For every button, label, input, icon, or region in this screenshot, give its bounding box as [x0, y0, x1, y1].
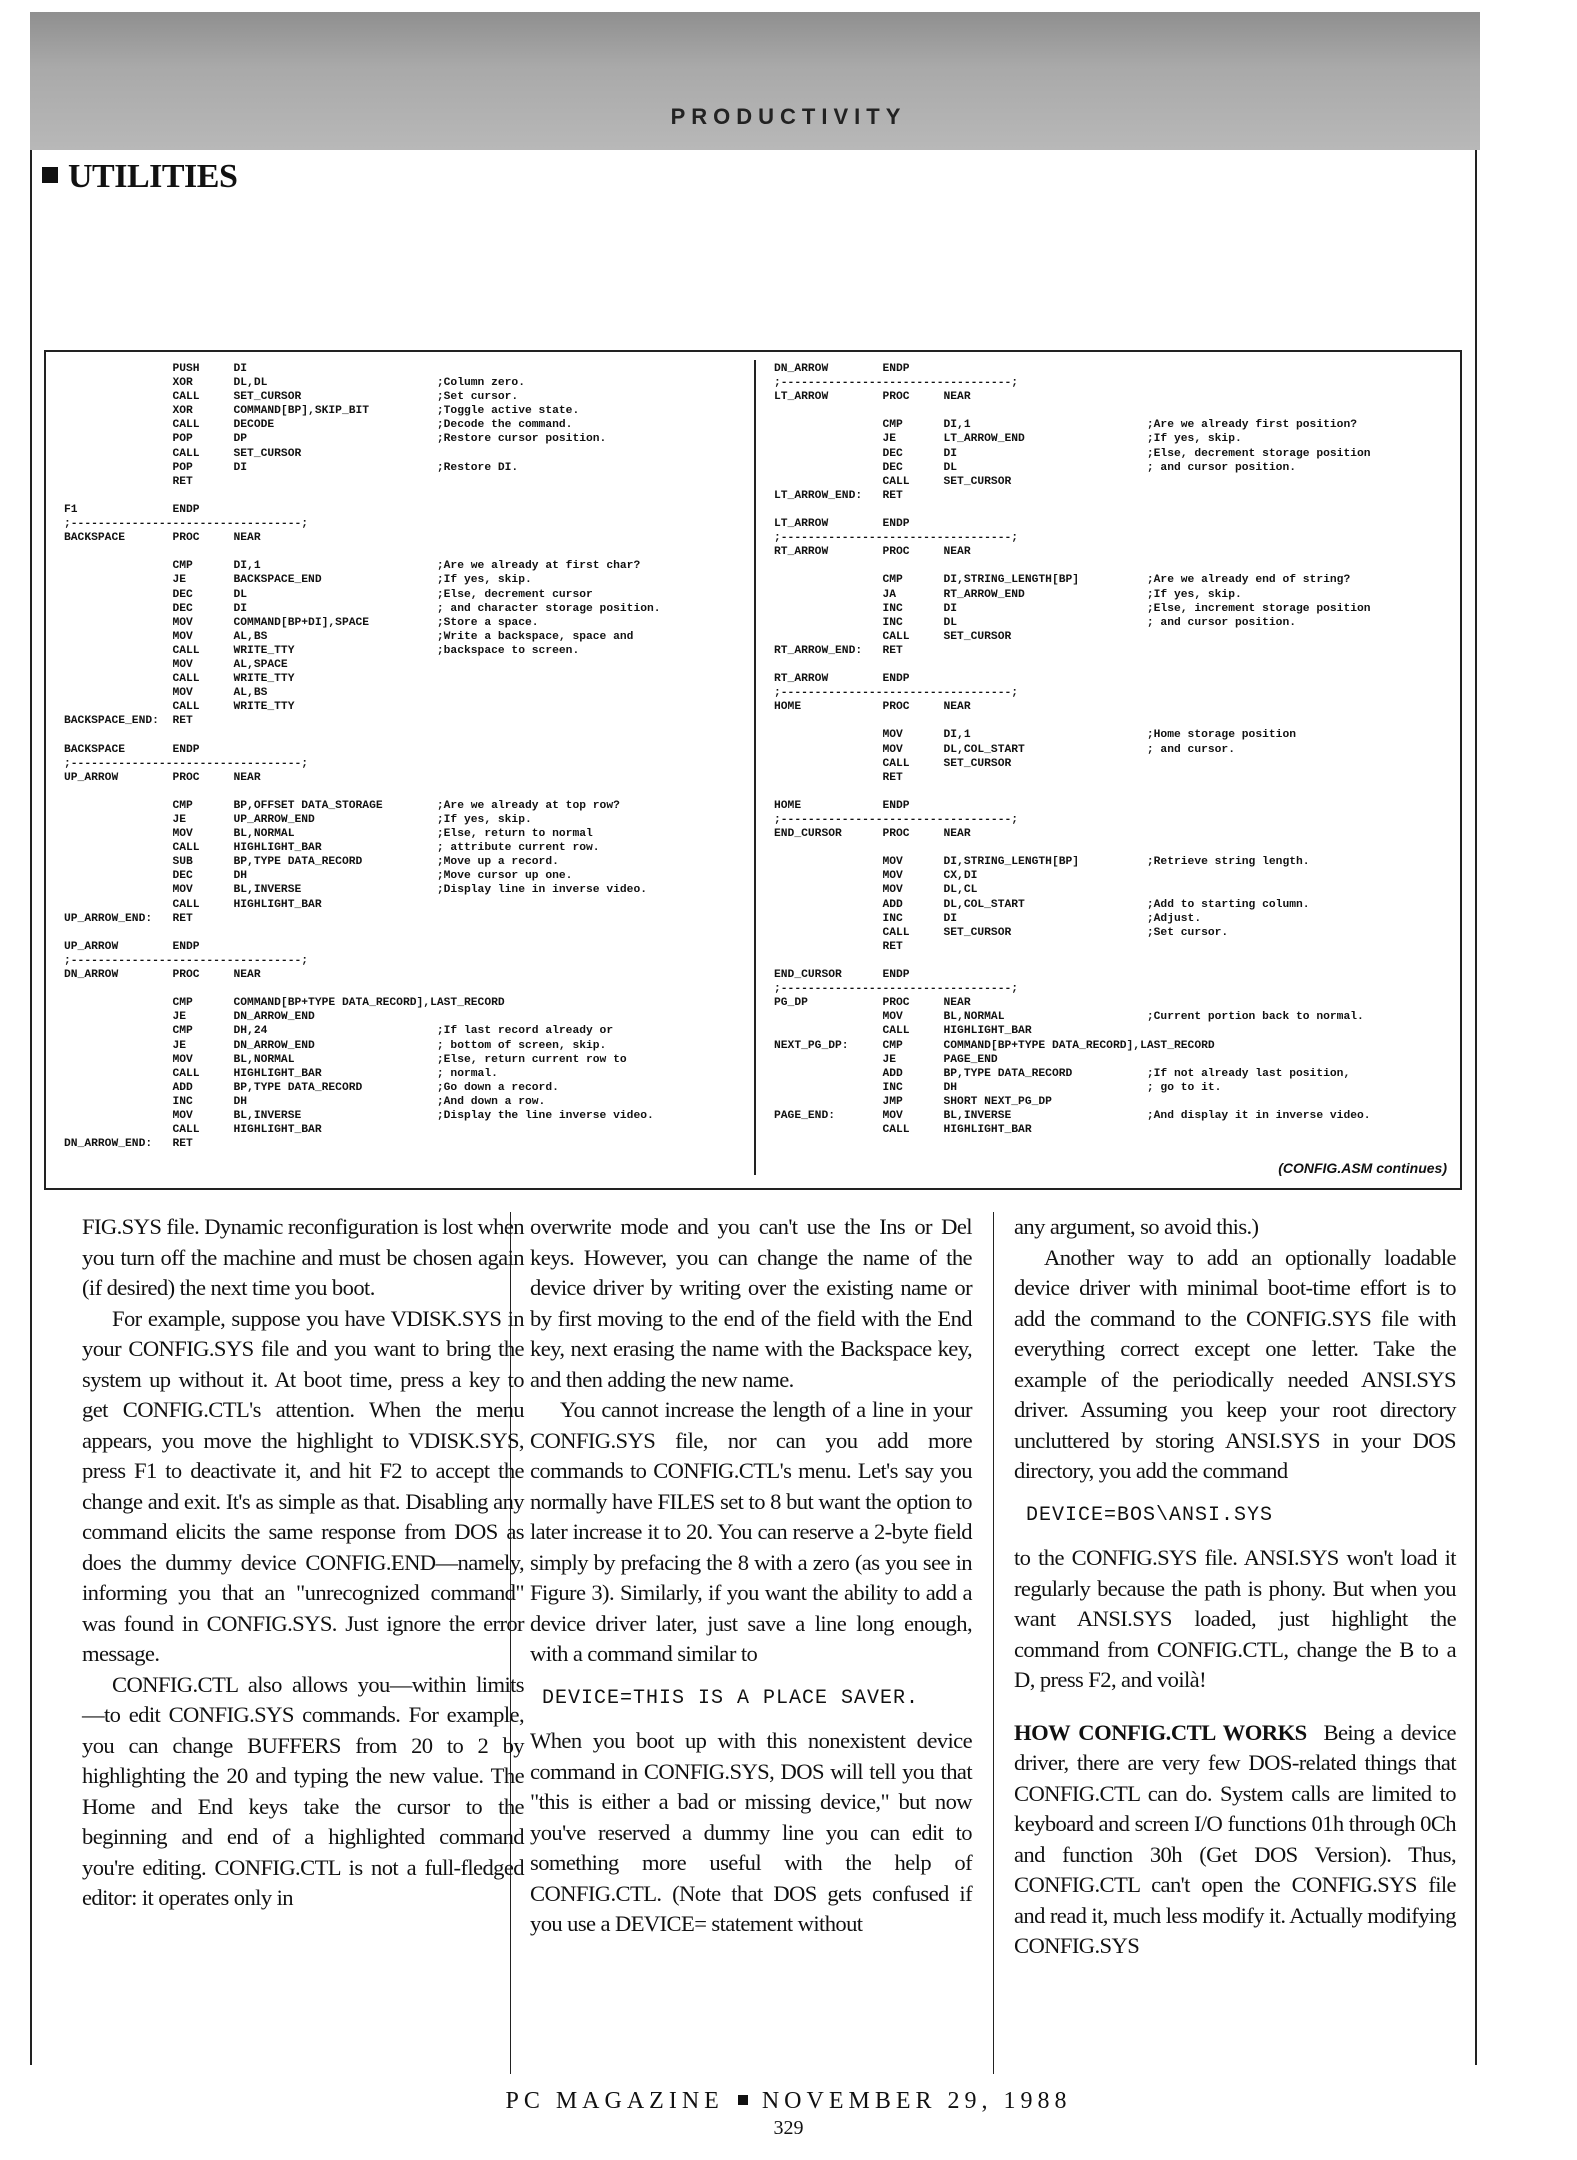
code-listing-left: PUSH DI XOR DL,DL ;Column zero. CALL SET_CURSOR ;Set cursor. XOR COMMAND[BP],SKIP_BIT ;Toggle active state. CALL DECODE ;Decode the command. POP DP ;Restore cursor position. CALL SET_CURSOR POP DI ;Restore DI. RET F1 ENDP ;----------------------------------; BACKSPACE PROC NEAR CMP DI,1 ;Are we already at first char? JE BACKSPACE_END ;If yes, skip. DEC DL ;Else, decrement cursor DEC DI ; and character storage position. MOV COMMAND[BP+DI],SPACE ;Store a space. MOV AL,BS ;Write a backspace, space and CALL WRITE_TTY ;backspace to screen. MOV AL,SPACE CALL WRITE_TTY MOV AL,BS CALL WRITE_TTY BACKSPACE_END: RET BACKSPACE ENDP ;----------------------------------; UP_ARROW PROC NEAR CMP BP,OFFSET DATA_STORAGE ;Are we already at top row? JE UP_ARROW_END ;If yes, skip. MOV BL,NORMAL ;Else, return to normal CALL HIGHLIGHT_BAR ; attribute current row. SUB BP,TYPE DATA_RECORD ;Move up a record. DEC DH ;Move cursor up one. MOV BL,INVERSE ;Display line in inverse video. CALL HIGHLIGHT_BAR UP_ARROW_END: RET UP_ARROW ENDP ;----------------------------------; DN_ARROW PROC NEAR CMP COMMAND[BP+TYPE DATA_RECORD],LAST_RECORD JE DN_ARROW_END CMP DH,24 ;If last record already or JE DN_ARROW_END ; bottom of screen, skip. MOV BL,NORMAL ;Else, return current row to CALL HIGHLIGHT_BAR ; normal. ADD BP,TYPE DATA_RECORD ;Go down a record. INC DH ;And down a row. MOV BL,INVERSE ;Display the line inverse video. CALL HIGHLIGHT_BAR DN_ARROW_END: RET [64, 363, 661, 1151]
paragraph: Another way to add an optionally loadable device driver with minimal boot-time effort is to add the command to the CONFIG.SYS file with everything correct except one letter. Take the example of the periodically needed ANSI.SYS driver. Assuming you keep your root directory uncluttered by storing ANSI.SYS in your DOS directory, you add the command [1014, 1244, 1456, 1483]
paragraph: any argument, so avoid this.) [1014, 1214, 1259, 1239]
subhead: HOW CONFIG.CTL WORKS [1014, 1719, 1307, 1745]
section-heading [42, 158, 237, 196]
code-listing-caption: (CONFIG.ASM continues) [1278, 1160, 1447, 1176]
paragraph: You cannot increase the length of a line in your CONFIG.SYS file, nor can you add more commands to CONFIG.CTL's menu. Let's say you normally have FILES set to 8 but want the option to later increase it to 20. You can reserve a 2-byte field simply by prefacing the 8 with a zero (as you see in Figure 3). Similarly, if you want the ability to add a device driver later, just save a line long enough, with a command similar to [530, 1397, 972, 1666]
section-label: PRODUCTIVITY [670, 104, 907, 129]
paragraph-with-subhead [1014, 1718, 1456, 1962]
article-column-1 [82, 1212, 524, 1914]
magazine-name: PC MAGAZINE [505, 2088, 724, 2114]
command-example: DEVICE=THIS IS A PLACE SAVER. [542, 1686, 920, 1710]
paragraph: FIG.SYS file. Dynamic reconfiguration is lost when you turn off the machine and must be chosen again (if desired) the next time you boot. [82, 1214, 524, 1300]
command-example: DEVICE=BOS\ANSI.SYS [1026, 1503, 1274, 1527]
bullet-square-icon [42, 167, 58, 183]
code-listing-divider [754, 360, 756, 1175]
page-number: 329 [773, 2117, 804, 2139]
paragraph-text: Being a device driver, there are very few DOS-related things that CONFIG.CTL can do. System calls are limited to keyboard and screen I/O functions 01h through 0Ch and function 30h (Get DOS Version). Thus, CONFIG.CTL can't open the CONFIG.SYS file and read it, much less modify it. Actually modifying CONFIG.SYS [1014, 1719, 1456, 1958]
page-footer [0, 2088, 1577, 2115]
paragraph: overwrite mode and you can't use the Ins or Del keys. However, you can change the name of the device driver by writing over the existing name or by first moving to the end of the field with the End key, next erasing the name with the Backspace key, and then adding the new name. [530, 1214, 972, 1392]
paragraph: CONFIG.CTL also allows you—within limits—to edit CONFIG.SYS commands. For example, you can change BUFFERS from 20 to 2 by highlighting the 20 and typing the new value. The Home and End keys take the cursor to the beginning and end of a highlighted command you're editing. CONFIG.CTL is not a full-fledged editor: it operates only in [82, 1671, 524, 1910]
paragraph: to the CONFIG.SYS file. ANSI.SYS won't load it regularly because the path is phony. But when you want ANSI.SYS loaded, just highlight the command from CONFIG.CTL, change the B to a D, press F2, and voilà! [1014, 1545, 1456, 1692]
issue-date: NOVEMBER 29, 1988 [761, 2088, 1072, 2114]
section-heading-text: UTILITIES [68, 158, 238, 195]
code-listing-right: DN_ARROW ENDP ;----------------------------------; LT_ARROW PROC NEAR CMP DI,1 ;Are we already first position? JE LT_ARROW_END ;If yes, skip. DEC DI ;Else, decrement storage position DEC DL ; and cursor position. CALL SET_CURSOR LT_ARROW_END: RET LT_ARROW ENDP ;----------------------------------; RT_ARROW PROC NEAR CMP DI,STRING_LENGTH[BP] ;Are we already end of string? JA RT_ARROW_END ;If yes, skip. INC DI ;Else, increment storage position INC DL ; and cursor position. CALL SET_CURSOR RT_ARROW_END: RET RT_ARROW ENDP ;----------------------------------; HOME PROC NEAR MOV DI,1 ;Home storage position MOV DL,COL_START ; and cursor. CALL SET_CURSOR RET HOME ENDP ;----------------------------------; END_CURSOR PROC NEAR MOV DI,STRING_LENGTH[BP] ;Retrieve string length. MOV CX,DI MOV DL,CL ADD DL,COL_START ;Add to starting column. INC DI ;Adjust. CALL SET_CURSOR ;Set cursor. RET END_CURSOR ENDP ;----------------------------------; PG_DP PROC NEAR MOV BL,NORMAL ;Current portion back to normal. CALL HIGHLIGHT_BAR NEXT_PG_DP: CMP COMMAND[BP+TYPE DATA_RECORD],LAST_RECORD JE PAGE_END ADD BP,TYPE DATA_RECORD ;If not already last position, INC DH ; go to it. JMP SHORT NEXT_PG_DP PAGE_END: MOV BL,INVERSE ;And display it in inverse video. CALL HIGHLIGHT_BAR [774, 363, 1371, 1137]
paragraph: For example, suppose you have VDISK.SYS in your CONFIG.SYS file and you want to bring the system up without it. At boot time, press a key to get CONFIG.CTL's attention. When the menu appears, you move the highlight to VDISK.SYS, press F1 to deactivate it, and hit F2 to accept the change and exit. It's as simple as that. Disabling any command elicits the same response from DOS as does the dummy device CONFIG.END—namely, informing you that an "unrecognized command" was found in CONFIG.SYS. Just ignore the error message. [82, 1305, 524, 1666]
column-rule [993, 1212, 994, 2074]
paragraph: When you boot up with this nonexistent device command in CONFIG.SYS, DOS will tell you that "this is either a bad or missing device," but now you've reserved a dummy line you can edit to something more useful with the help of CONFIG.CTL. (Note that DOS gets confused if you use a DEVICE= statement without [530, 1728, 972, 1936]
bullet-square-icon [738, 2095, 748, 2105]
article-column-3 [1014, 1212, 1456, 1962]
article-column-2 [530, 1212, 972, 1940]
